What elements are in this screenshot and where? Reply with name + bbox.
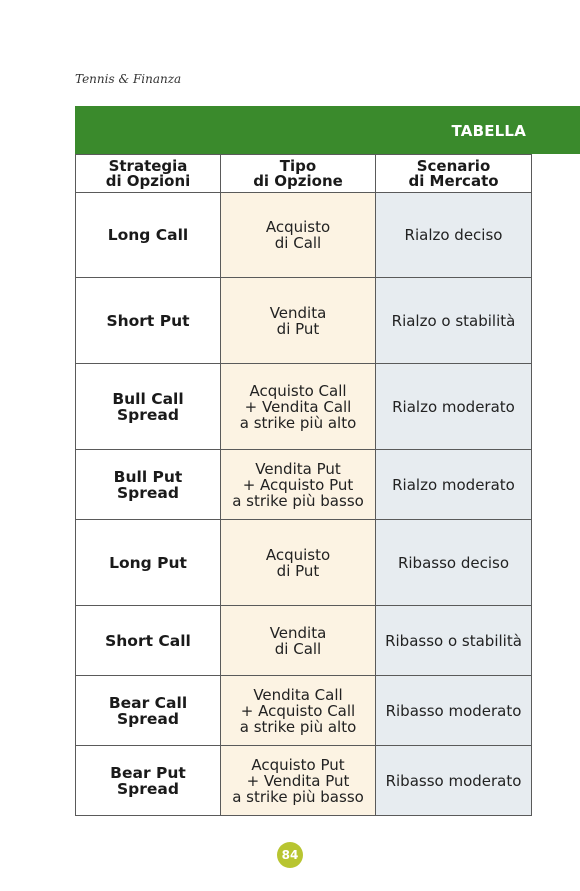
strategy-cell: Bull Call Spread bbox=[76, 364, 221, 450]
option-cell: Acquisto di Put bbox=[221, 520, 376, 606]
table-row bbox=[76, 193, 532, 278]
table-row bbox=[76, 746, 532, 816]
strategy-cell: Long Call bbox=[76, 193, 221, 278]
header-market-scenario: Scenario di Mercato bbox=[376, 155, 532, 193]
scenario-cell: Ribasso moderato bbox=[376, 746, 532, 816]
scenario-cell: Rialzo o stabilità bbox=[376, 278, 532, 364]
table-row bbox=[76, 450, 532, 520]
header-option-type: Tipo di Opzione bbox=[221, 155, 376, 193]
strategy-cell: Bear Put Spread bbox=[76, 746, 221, 816]
header-strategy: Strategia di Opzioni bbox=[76, 155, 221, 193]
table-row bbox=[76, 606, 532, 676]
table-row bbox=[76, 278, 532, 364]
strategy-cell: Bear Call Spread bbox=[76, 676, 221, 746]
table-row bbox=[76, 676, 532, 746]
table-row bbox=[76, 364, 532, 450]
scenario-cell: Rialzo moderato bbox=[376, 364, 532, 450]
scenario-cell: Ribasso o stabilità bbox=[376, 606, 532, 676]
option-cell: Acquisto di Call bbox=[221, 193, 376, 278]
strategy-cell: Long Put bbox=[76, 520, 221, 606]
strategy-cell: Bull Put Spread bbox=[76, 450, 221, 520]
option-cell: Vendita di Put bbox=[221, 278, 376, 364]
option-cell: Vendita di Call bbox=[221, 606, 376, 676]
scenario-cell: Ribasso moderato bbox=[376, 676, 532, 746]
option-cell: Acquisto Call + Vendita Call a strike più alto bbox=[221, 364, 376, 450]
option-cell: Acquisto Put + Vendita Put a strike più basso bbox=[221, 746, 376, 816]
strategy-cell: Short Put bbox=[76, 278, 221, 364]
scenario-cell: Rialzo moderato bbox=[376, 450, 532, 520]
option-cell: Vendita Call + Acquisto Call a strike più alto bbox=[221, 676, 376, 746]
table-row bbox=[76, 520, 532, 606]
table-banner bbox=[75, 106, 580, 154]
option-cell: Vendita Put + Acquisto Put a strike più basso bbox=[221, 450, 376, 520]
page-number-badge: 84 bbox=[277, 842, 303, 868]
table-header-row bbox=[76, 155, 532, 193]
scenario-cell: Rialzo deciso bbox=[376, 193, 532, 278]
scenario-cell: Ribasso deciso bbox=[376, 520, 532, 606]
options-strategy-table bbox=[75, 154, 532, 816]
strategy-cell: Short Call bbox=[76, 606, 221, 676]
banner-title: TABELLA bbox=[451, 122, 526, 140]
running-head: Tennis & Finanza bbox=[75, 72, 182, 86]
